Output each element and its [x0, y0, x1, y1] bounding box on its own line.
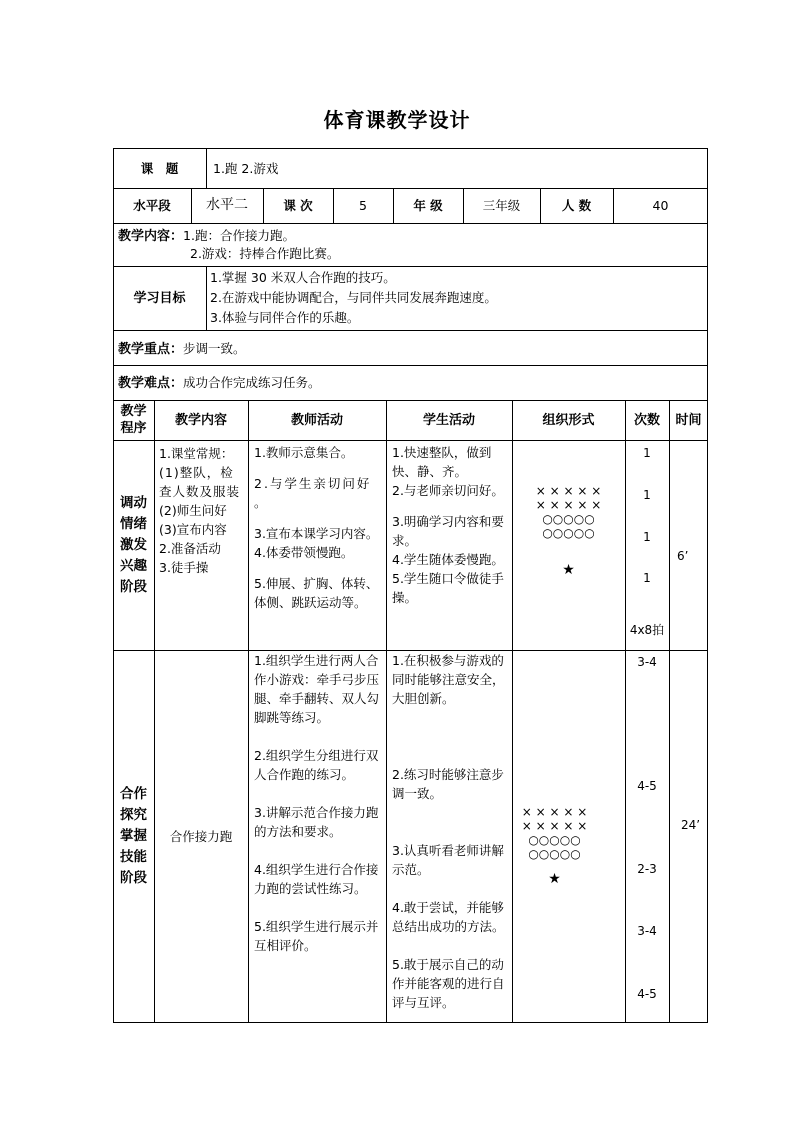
- stage1-content-item: 3.徒手操: [159, 560, 209, 575]
- stage1-student-item: 1.快速整队，做到快、静、齐。: [392, 445, 492, 479]
- stage1-content-item: (3)宣布内容: [159, 522, 227, 537]
- difficulty-text: 成功合作完成练习任务。: [183, 375, 321, 390]
- stage1-times-item: 1: [643, 570, 651, 585]
- stage1-student-item: 2.与老师亲切问好。: [392, 483, 504, 498]
- stage2-student-item: 5.敢于展示自己的动作并能客观的进行自评与互评。: [392, 957, 505, 1010]
- stage2-times-item: 4-5: [637, 986, 657, 1001]
- stage2-name: 合作探究掌握技能阶段: [120, 786, 147, 886]
- formation-row: × × × × ×: [521, 819, 588, 833]
- col-procedure: 教学程序: [120, 404, 147, 436]
- content-row: [118, 226, 295, 246]
- difficulty-label: 教学难点：: [118, 376, 184, 391]
- formation-row: × × × × ×: [535, 484, 602, 498]
- level-label: 水平段: [133, 198, 171, 213]
- stage1-student-item: 5.学生随口令做徒手操。: [392, 571, 504, 605]
- stage2-teacher-item: 4.组织学生进行合作接力跑的尝试性练习。: [254, 862, 379, 896]
- stage1-name: 调动情绪激发兴趣阶段: [120, 494, 147, 595]
- document-title: 体育课教学设计: [323, 108, 471, 132]
- col-student: 学生活动: [422, 412, 475, 428]
- stage1-student-item: 3.明确学习内容和要求。: [392, 514, 504, 548]
- col-content: 教学内容: [174, 412, 227, 428]
- goal-item: 1.掌握 30 米双人合作跑的技巧。: [210, 270, 396, 285]
- lesson-plan-table: [113, 148, 708, 1023]
- col-time: 时间: [675, 412, 702, 428]
- stage2-times-item: 4-5: [637, 778, 657, 793]
- stage2-time: 24’: [681, 818, 701, 832]
- stage2-student-item: 3.认真听看老师讲解示范。: [392, 843, 504, 877]
- topic-value: 1.跑 2.游戏: [213, 161, 279, 176]
- stage1-teacher-item: 4.体委带领慢跑。: [254, 545, 354, 560]
- stage1-times-item: 1: [643, 529, 651, 544]
- formation-row: × × × × ×: [535, 498, 602, 512]
- topic-label: 课 题: [140, 160, 179, 176]
- stage1-content-item: (1)整队，检查人数及服装: [159, 465, 241, 499]
- stage1-times-item: 1: [643, 487, 651, 502]
- teacher-star-icon: ★: [562, 562, 575, 578]
- stage2-times-item: 3-4: [637, 654, 657, 669]
- stage2-student-item: 4.敢于尝试，并能够总结出成功的方法。: [392, 900, 505, 934]
- formation-row: × × × × ×: [521, 805, 588, 819]
- lesson-label: 课 次: [283, 198, 313, 213]
- key-point-label: 教学重点：: [118, 342, 184, 357]
- key-point: [118, 339, 246, 359]
- stage1-content: [159, 444, 245, 577]
- formation-row: ○○○○○: [528, 847, 581, 861]
- stage2-teacher-item: 3.讲解示范合作接力跑的方法和要求。: [254, 805, 379, 839]
- stage2-formation: [512, 805, 597, 887]
- stage1-time: 6’: [677, 549, 689, 563]
- stage2-teacher-item: 1.组织学生进行两人合作小游戏：牵手弓步压腿、牵手翻转、双人勾脚跳等练习。: [254, 653, 380, 725]
- key-point-text: 步调一致。: [183, 341, 246, 356]
- stage1-student-item: 4.学生随体委慢跑。: [392, 552, 504, 567]
- lesson-value: 5: [359, 198, 367, 213]
- stage2-student-item: 1.在积极参与游戏的同时能够注意安全，大胆创新。: [392, 653, 505, 706]
- stage2-times-item: 3-4: [637, 923, 657, 938]
- stage1-teacher-item: 1.教师示意集合。: [254, 445, 354, 460]
- stage1-teacher-item: 3.宣布本课学习内容。: [254, 526, 379, 541]
- goals-label: 学习目标: [133, 290, 186, 306]
- content-line-2: 2.游戏：持棒合作跑比赛。: [190, 246, 340, 261]
- stage1-times-item: 4x8拍: [629, 622, 665, 637]
- stage2-teacher-item: 5.组织学生进行展示并互相评价。: [254, 919, 379, 953]
- formation-row: ○○○○○: [542, 512, 595, 526]
- stage1-teacher-item: 5.伸展、扩胸、体转、体侧、跳跃运动等。: [254, 576, 379, 610]
- grade-label: 年 级: [413, 198, 443, 213]
- stage1-content-item: 2.准备活动: [159, 541, 221, 556]
- teacher-star-icon: ★: [548, 871, 561, 887]
- formation-row: ○○○○○: [542, 526, 595, 540]
- content-label: 教学内容：: [118, 229, 184, 244]
- formation-row: ○○○○○: [528, 833, 581, 847]
- stage2-student: [392, 651, 510, 1012]
- stage2-teacher: [254, 651, 383, 955]
- level-value: 水平二: [206, 197, 248, 213]
- stage1-times-item: 1: [643, 445, 651, 460]
- col-teacher: 教师活动: [290, 412, 343, 428]
- stage1-teacher-item: 2.与学生亲切问好 。: [254, 476, 372, 510]
- col-times: 次数: [633, 412, 660, 428]
- stage1-content-item: (2)师生问好: [159, 503, 227, 518]
- stage2-student-item: 2.练习时能够注意步调一致。: [392, 767, 504, 801]
- stage1-teacher: [254, 443, 382, 612]
- stage1-formation: [512, 484, 625, 578]
- stage1-content-item: 1.课堂常规：: [159, 446, 234, 461]
- grade-value: 三年级: [482, 198, 521, 213]
- goal-item: 2.在游戏中能协调配合，与同伴共同发展奔跑速度。: [210, 290, 497, 305]
- count-label: 人 数: [561, 198, 592, 213]
- content-line-1: 1.跑：合作接力跑。: [183, 228, 295, 243]
- difficulty: [118, 373, 321, 393]
- count-value: 40: [652, 198, 669, 213]
- col-organization: 组织形式: [542, 412, 595, 428]
- goal-item: 3.体验与同伴合作的乐趣。: [210, 310, 360, 325]
- stage2-content: 合作接力跑: [169, 829, 233, 844]
- stage2-teacher-item: 2.组织学生分组进行双人合作跑的练习。: [254, 748, 379, 782]
- stage2-times-item: 2-3: [637, 861, 657, 876]
- stage1-student: [392, 443, 510, 607]
